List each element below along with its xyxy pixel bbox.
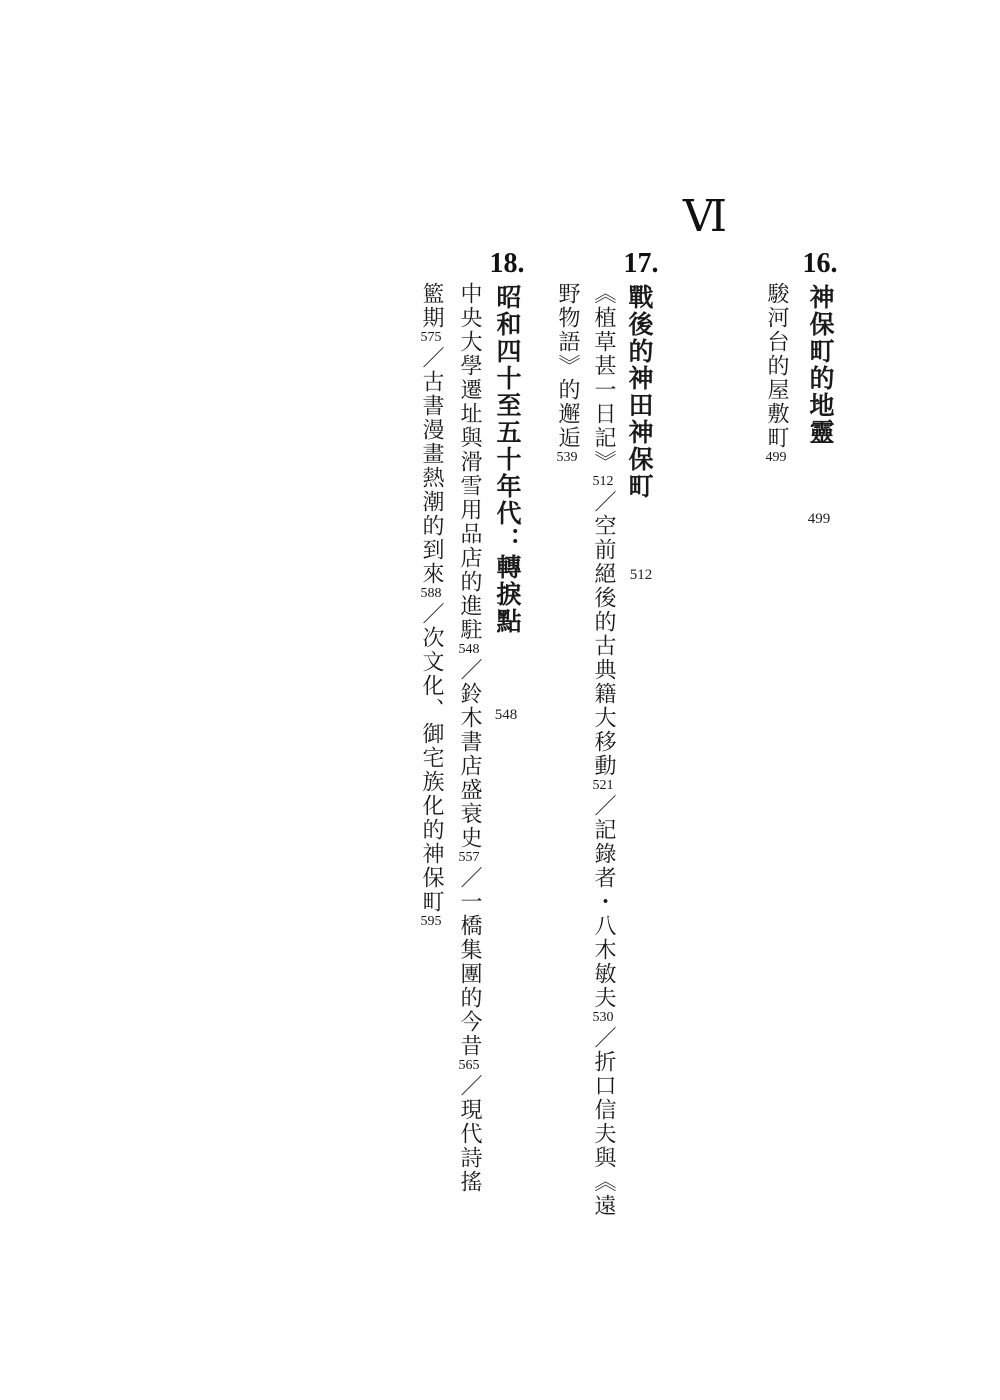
line-text: ／折口信夫與《遠 [591, 1026, 616, 1218]
line-text: 野物語》的邂逅 [555, 282, 580, 450]
line-text: ／鈴木書店盛衰史 [457, 658, 482, 850]
line-text: ／古書漫畫熱潮的到來 [419, 346, 444, 586]
line-text: ／記錄者・八木敏夫 [591, 794, 616, 1010]
line-page: 530 [592, 1010, 614, 1025]
part-number: Ⅵ [682, 192, 728, 241]
line-text: 中央大學遷址與滑雪用品店的進駐 [457, 282, 482, 642]
line-text: 《植草甚一日記》 [591, 282, 616, 474]
line-text: ／次文化、御宅族化的神保町 [419, 602, 444, 914]
line-page: 565 [458, 1058, 480, 1073]
line-page: 588 [420, 586, 442, 601]
section-page: 499 [765, 450, 787, 465]
chapter-17-title-page: 512 [629, 567, 653, 583]
line-text: ／一橋集團的今昔 [457, 866, 482, 1058]
chapter-16-section-1 [762, 282, 790, 466]
line-text: ／現代詩搖 [457, 1074, 482, 1194]
line-text: 籃期 [419, 282, 444, 330]
chapter-16-number: 16. [802, 248, 838, 279]
line-page: 548 [458, 642, 480, 657]
line-page: 557 [458, 850, 480, 865]
chapter-18-line-2 [417, 282, 445, 930]
chapter-16-title: 神保町的地靈 [806, 284, 835, 446]
chapter-17-number: 17. [623, 248, 659, 279]
chapter-18-number: 18. [489, 248, 525, 279]
line-page: 575 [420, 330, 442, 345]
section-text: 駿河台的屋敷町 [764, 282, 789, 450]
chapter-18-line-1 [455, 282, 483, 1194]
line-page: 521 [592, 778, 614, 793]
chapter-17-title: 戰後的神田神保町 [625, 284, 654, 500]
line-page: 539 [556, 450, 578, 465]
chapter-17-line-2 [553, 282, 581, 466]
chapter-18-title: 昭和四十至五十年代：轉捩點 [493, 284, 522, 635]
line-text: ／空前絕後的古典籍大移動 [591, 490, 616, 778]
chapter-17-line-1 [589, 282, 617, 1218]
line-page: 512 [592, 474, 614, 489]
chapter-16-title-page: 499 [807, 511, 831, 527]
chapter-18-title-page: 548 [494, 707, 518, 723]
line-page: 595 [420, 914, 442, 929]
